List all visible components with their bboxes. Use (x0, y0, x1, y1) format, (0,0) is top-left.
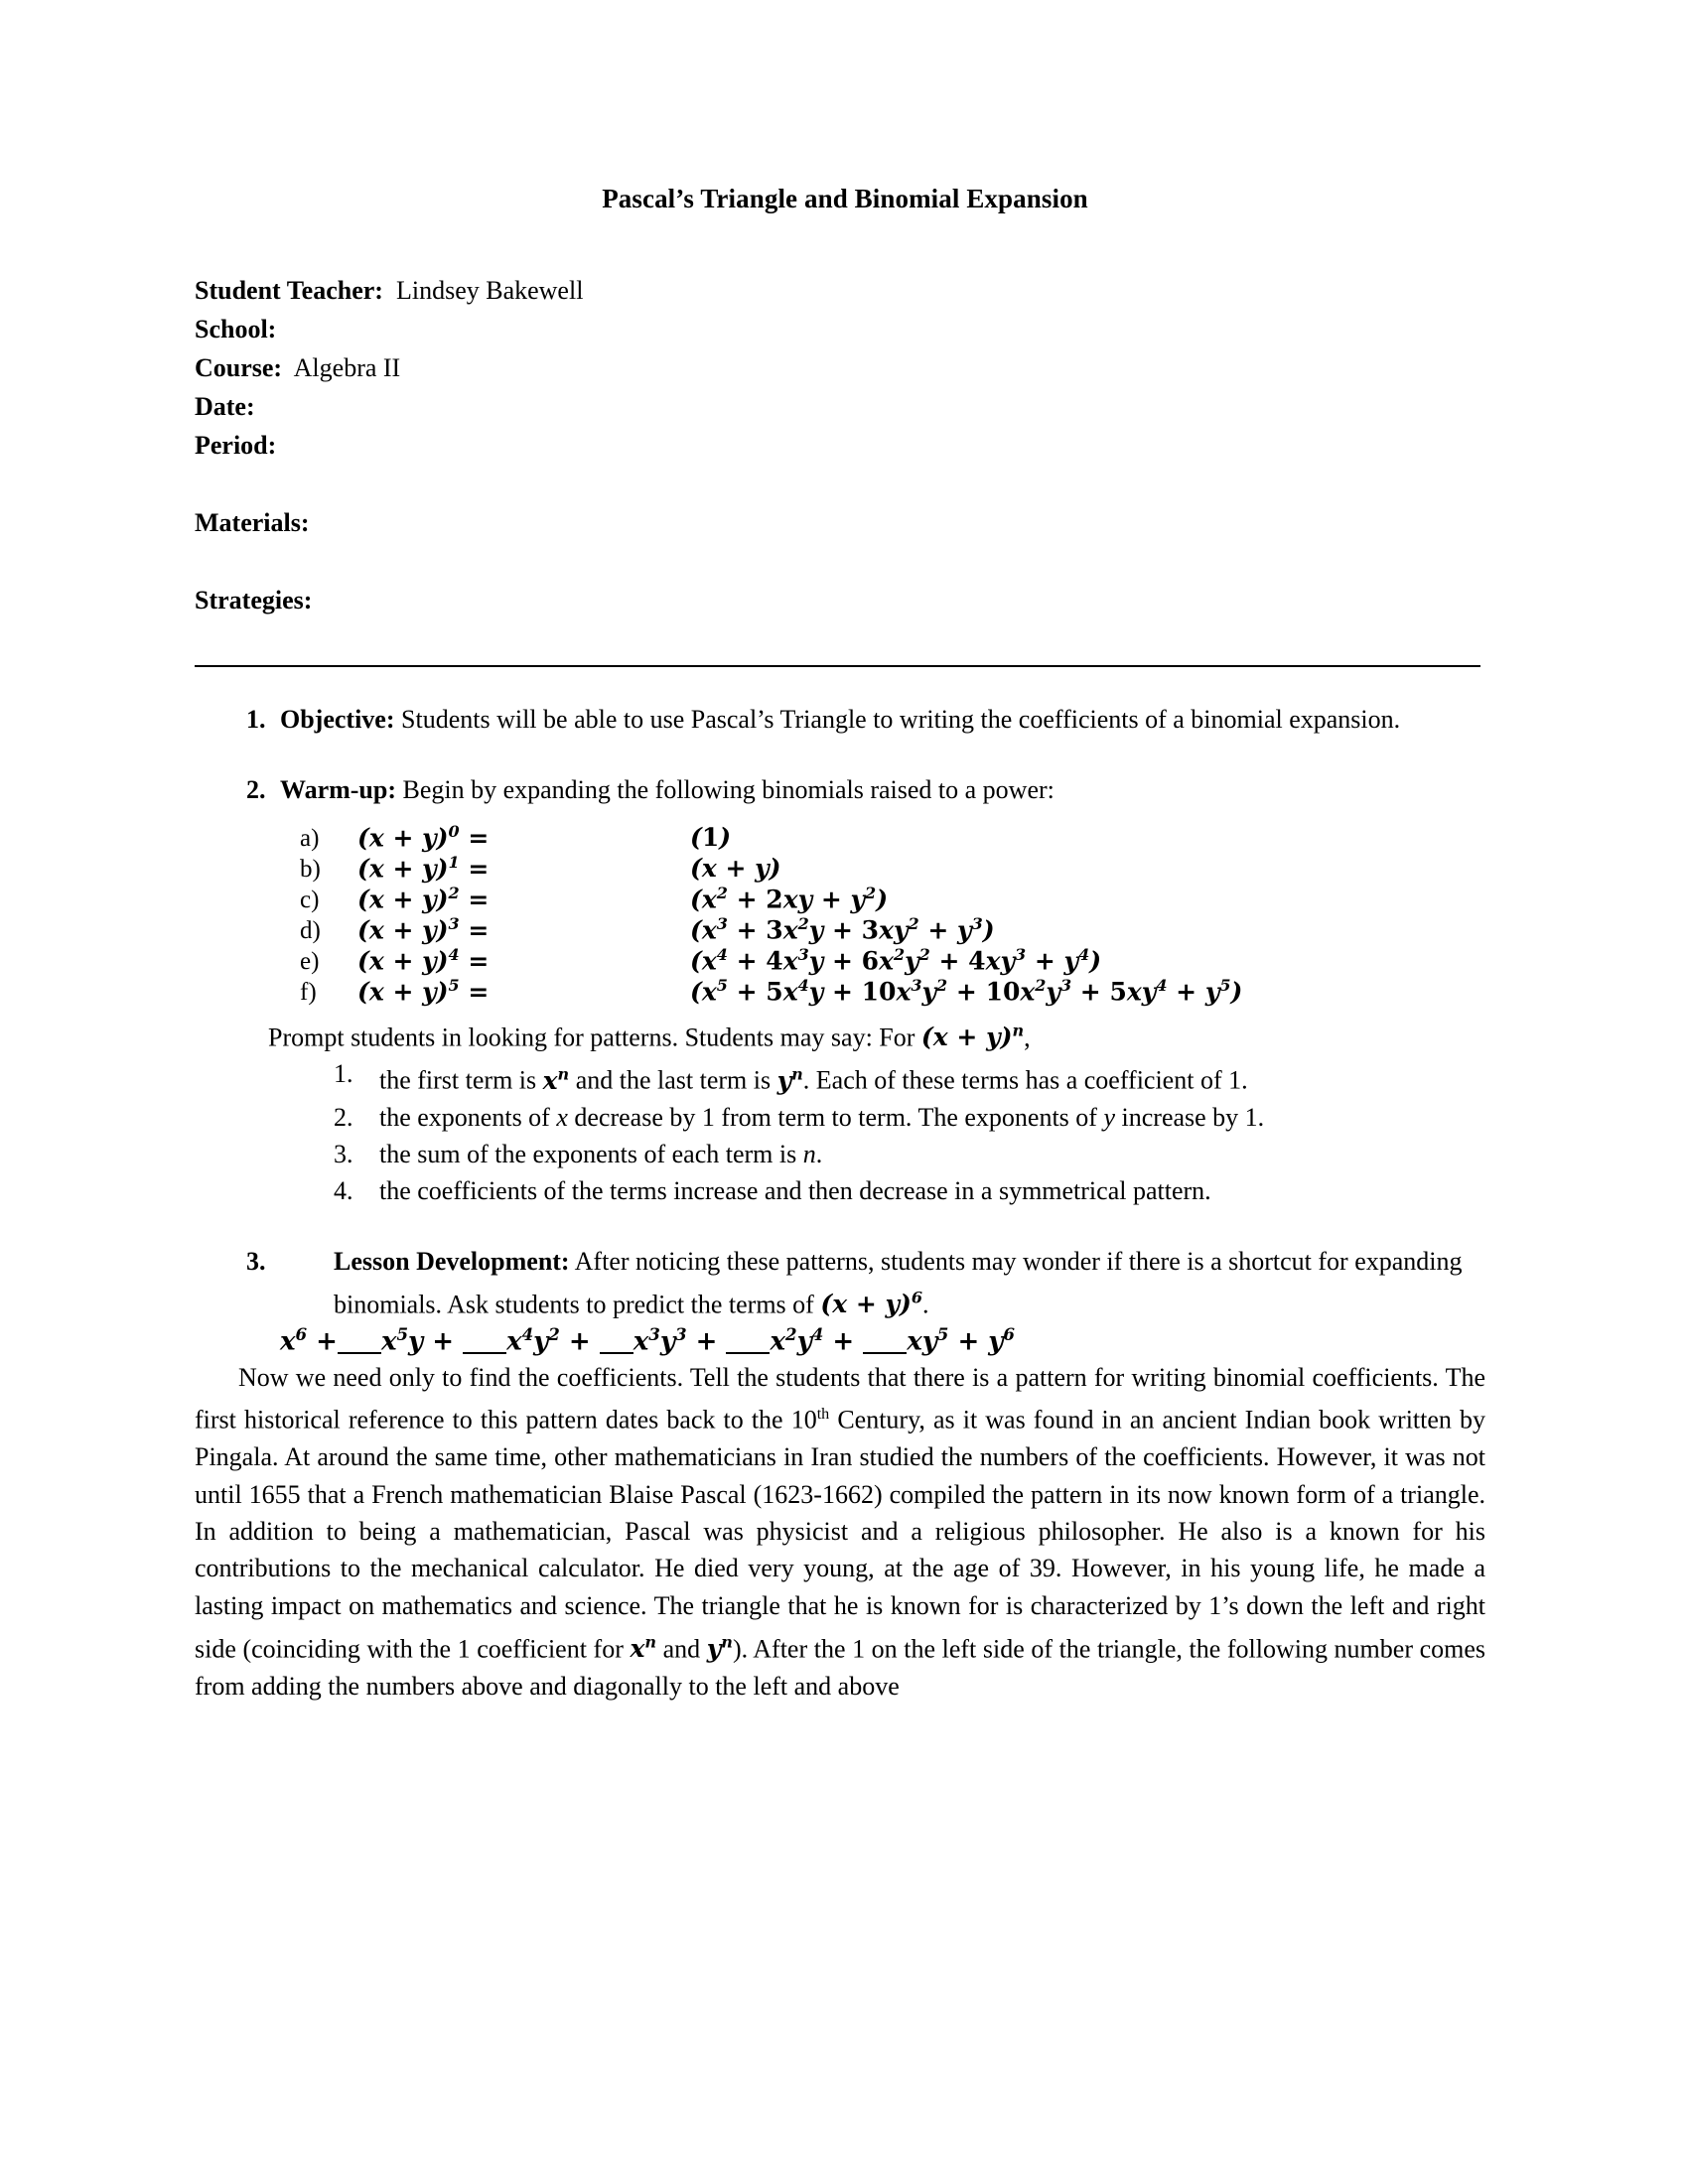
pattern-part1: the exponents of (379, 1102, 557, 1132)
history-part4: ). After the 1 on the left side of the triangle, the following number comes from adding the numbers above and diagonally to the left and above (195, 1634, 1485, 1701)
coefficient-blank[interactable] (600, 1326, 633, 1354)
expansion-row (300, 976, 1485, 1007)
expansion-letter: c) (300, 887, 320, 914)
expansion-letter: a) (300, 825, 320, 853)
expansion-left: $(x + y)^4$ = (357, 945, 490, 976)
history-math-yn: $y^n$ (706, 1633, 733, 1664)
expansion-letter: b) (300, 856, 321, 884)
pattern-math-1: x (556, 1102, 568, 1132)
expansion-letter: f) (300, 979, 317, 1007)
expansion-left: $(x + y)^1$ = (357, 853, 490, 884)
lesson-development-text-tail: . (922, 1289, 929, 1318)
pattern-part2: . (815, 1139, 823, 1168)
prompt-text-before: Prompt students in looking for patterns. Students may say: For (268, 1023, 921, 1052)
pattern-part3: increase by 1. (1115, 1102, 1265, 1132)
course-value: Algebra II (282, 353, 401, 382)
warmup-lead: Warm-up: (280, 775, 396, 804)
lesson-development-math: $(x + y)^6$ (820, 1288, 922, 1318)
prompt-math: $(x + y)^n$ (920, 1022, 1025, 1052)
expansion-right: $(x^5 + 5x^4y + 10x^3y^2 + 10x^2y^3 + 5xy^4 + y^5)$ (690, 976, 1243, 1007)
history-part1: Now we need only to find the coefficients. Tell the students that there is a pattern for writing binomial coefficients. The first historical reference to this pattern dates back to the 10 (195, 1362, 1485, 1434)
school-label: School: (195, 315, 277, 343)
expansion-row (300, 884, 1485, 914)
course-label: Course: (195, 353, 283, 382)
history-paragraph (195, 1359, 1485, 1706)
pattern-list (195, 1055, 1485, 1208)
coefficient-blank[interactable] (463, 1326, 506, 1354)
expansion-left: $(x + y)^2$ = (357, 884, 490, 914)
strategies-heading: Strategies: (195, 586, 313, 614)
lesson-development-number: 3. (246, 1246, 266, 1276)
list-item (195, 1099, 1485, 1136)
materials-heading: Materials: (195, 508, 310, 537)
student-teacher-label: Student Teacher: (195, 276, 383, 305)
history-math-xn: $x^n$ (630, 1633, 657, 1664)
pattern-part1: the sum of the exponents of each term is (379, 1139, 803, 1168)
prompt-line (195, 1013, 1485, 1055)
expansion-list (195, 822, 1485, 1007)
expansion-right: $(x^2 + 2xy + y^2)$ (690, 884, 889, 914)
list-item (195, 1055, 1485, 1098)
pattern-part1: the first term is (379, 1065, 543, 1095)
list-item (195, 1172, 1485, 1209)
warmup-item (195, 771, 1485, 808)
pattern-number: 1. (334, 1059, 353, 1089)
student-teacher-value: Lindsey Bakewell (382, 276, 584, 305)
coefficient-blank[interactable] (726, 1326, 770, 1354)
pattern-math-2: $y^n$ (776, 1064, 803, 1095)
pattern-part1: the coefficients of the terms increase and then decrease in a symmetrical pattern. (379, 1175, 1211, 1205)
history-part2: Century, as it was found in an ancient Indian book written by Pingala. At around the same time, other mathematicians in Iran studied the numbers of the coefficients. However, it was not until 1655 that a French mathematician Blaise Pascal (1623-1662) compiled the pattern in its now known form of a triangle. In addition to being a mathematician, Pascal was physicist and a religious philosopher. He also is a known for his contributions to the mechanical calculator. He died very young, at the age of 39. However, in his young life, he made a lasting impact on mathematics and science. The triangle that he is known for is characterized by 1’s down the left and right side (coinciding with the 1 coefficient for (195, 1405, 1486, 1664)
expansion-left: $(x + y)^3$ = (357, 914, 490, 945)
page-title: Pascal’s Triangle and Binomial Expansion (602, 184, 1088, 213)
date-label: Date: (195, 392, 255, 421)
document-content (195, 184, 1485, 1705)
spacer-after-meta (195, 465, 1485, 503)
ordinal-suffix: th (816, 1406, 830, 1424)
prompt-text-after: , (1024, 1023, 1031, 1052)
section-divider (195, 665, 1480, 667)
pattern-part2: and the last term is (569, 1065, 777, 1095)
meta-row-date (195, 387, 1485, 426)
lesson-development-text: After noticing these patterns, students may wonder if there is a shortcut for expanding binomials. Ask students to predict the terms of (334, 1246, 1463, 1318)
history-part3: and (656, 1634, 707, 1664)
expansion-letter: e) (300, 948, 320, 976)
objective-lead: Objective: (280, 705, 395, 734)
spacer-after-materials (195, 542, 1485, 581)
warmup-number: 2. (246, 775, 266, 804)
list-item (195, 1136, 1485, 1172)
meta-row-period (195, 426, 1485, 465)
expansion-row (300, 945, 1485, 976)
meta-row-course (195, 348, 1485, 387)
pattern-number: 4. (334, 1175, 353, 1205)
warmup-text: Begin by expanding the following binomials raised to a power: (396, 775, 1055, 804)
pattern-math-1: $x^n$ (542, 1064, 570, 1095)
expansion-letter: d) (300, 917, 321, 945)
expansion-right: (1) (690, 823, 732, 853)
pattern-math-2: y (1103, 1102, 1116, 1132)
pattern-part3: . Each of these terms has a coefficient of 1. (802, 1065, 1248, 1095)
expansion-left: $(x + y)^5$ = (357, 976, 490, 1007)
expansion-right: $(x^4 + 4x^3y + 6x^2y^2 + 4xy^3 + y^4)$ (690, 945, 1102, 976)
expansion-right: (x + y) (690, 854, 781, 884)
pattern-math-1: n (802, 1139, 816, 1168)
period-label: Period: (195, 431, 277, 460)
pattern-part2: decrease by 1 from term to term. The exponents of (567, 1102, 1104, 1132)
objective-text: Students will be able to use Pascal’s Triangle to writing the coefficients of a binomial expansion. (394, 705, 1401, 734)
expansion-right: $(x^3 + 3x^2y + 3xy^2 + y^3)$ (690, 914, 995, 945)
coefficient-blank[interactable] (338, 1326, 381, 1354)
pattern-number: 3. (334, 1139, 353, 1168)
meta-row-school (195, 310, 1485, 348)
pattern-number: 2. (334, 1102, 353, 1132)
lesson-development-lead: Lesson Development: (334, 1246, 570, 1276)
lesson-development-item (195, 1243, 1485, 1322)
expansion-row (300, 822, 1485, 853)
expansion-left: $(x + y)^0$ = (357, 822, 490, 853)
lesson-metadata (195, 271, 1485, 465)
expansion-row (300, 914, 1485, 945)
meta-row-student-teacher (195, 271, 1485, 310)
objective-item (195, 701, 1485, 738)
coefficient-blank[interactable] (863, 1326, 907, 1354)
predict-expression: $x^6 + x^5y + x^4y^2 + x^3y^3 + x^2y^4 + xy^5 + y^6$ (280, 1323, 1015, 1357)
objective-number: 1. (246, 705, 266, 734)
expansion-row (300, 853, 1485, 884)
